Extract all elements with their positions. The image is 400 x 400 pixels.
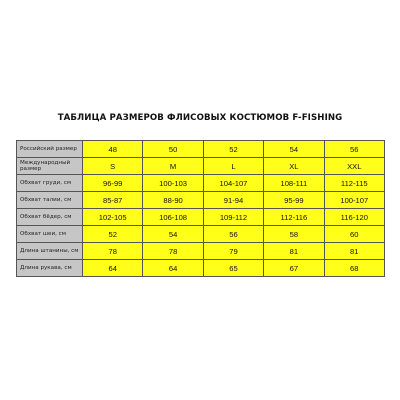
table-cell: 52 (203, 141, 263, 158)
table-row (17, 158, 385, 175)
page-title: ТАБЛИЦА РАЗМЕРОВ ФЛИСОВЫХ КОСТЮМОВ F-FISHING (57, 113, 343, 123)
table-row (17, 226, 385, 243)
table-cell: L (203, 158, 263, 175)
table-cell: 104-107 (203, 175, 263, 192)
table-cell: 78 (83, 243, 143, 260)
table-cell: 54 (264, 141, 324, 158)
table-cell: 67 (264, 260, 324, 277)
table-row (17, 175, 385, 192)
table-cell: 109-112 (203, 209, 263, 226)
table-cell: XXL (324, 158, 384, 175)
table-cell: 95-99 (264, 192, 324, 209)
table-cell: 56 (203, 226, 263, 243)
table-cell: 48 (83, 141, 143, 158)
table-cell: 116-120 (324, 209, 384, 226)
table-cell: 65 (203, 260, 263, 277)
size-table-body (17, 141, 385, 277)
row-label: Международный размер (17, 158, 83, 175)
table-cell: 91-94 (203, 192, 263, 209)
table-cell: 108-111 (264, 175, 324, 192)
row-label: Обхват бёдер, см (17, 209, 83, 226)
table-row (17, 192, 385, 209)
table-cell: 68 (324, 260, 384, 277)
table-cell: 58 (264, 226, 324, 243)
row-label: Российский размер (17, 141, 83, 158)
table-cell: 100-103 (143, 175, 203, 192)
table-row (17, 243, 385, 260)
table-cell: 102-105 (83, 209, 143, 226)
table-cell: M (143, 158, 203, 175)
table-cell: 112-116 (264, 209, 324, 226)
table-cell: 85-87 (83, 192, 143, 209)
table-cell: 60 (324, 226, 384, 243)
row-label: Длина штанины, см (17, 243, 83, 260)
table-cell: 112-115 (324, 175, 384, 192)
row-label: Длина рукава, см (17, 260, 83, 277)
table-cell: 64 (83, 260, 143, 277)
row-label: Обхват груди, см (17, 175, 83, 192)
table-cell: 81 (264, 243, 324, 260)
table-cell: 52 (83, 226, 143, 243)
table-cell: 96-99 (83, 175, 143, 192)
size-table (16, 140, 385, 277)
table-cell: 64 (143, 260, 203, 277)
table-cell: 88-90 (143, 192, 203, 209)
table-cell: 79 (203, 243, 263, 260)
table-cell: 100-107 (324, 192, 384, 209)
row-label: Обхват талии, см (17, 192, 83, 209)
table-cell: 56 (324, 141, 384, 158)
table-cell: XL (264, 158, 324, 175)
table-row (17, 141, 385, 158)
table-row (17, 209, 385, 226)
table-cell: S (83, 158, 143, 175)
table-cell: 106-108 (143, 209, 203, 226)
table-cell: 54 (143, 226, 203, 243)
table-cell: 81 (324, 243, 384, 260)
table-row (17, 260, 385, 277)
table-cell: 50 (143, 141, 203, 158)
table-cell: 78 (143, 243, 203, 260)
row-label: Обхват шеи, см (17, 226, 83, 243)
